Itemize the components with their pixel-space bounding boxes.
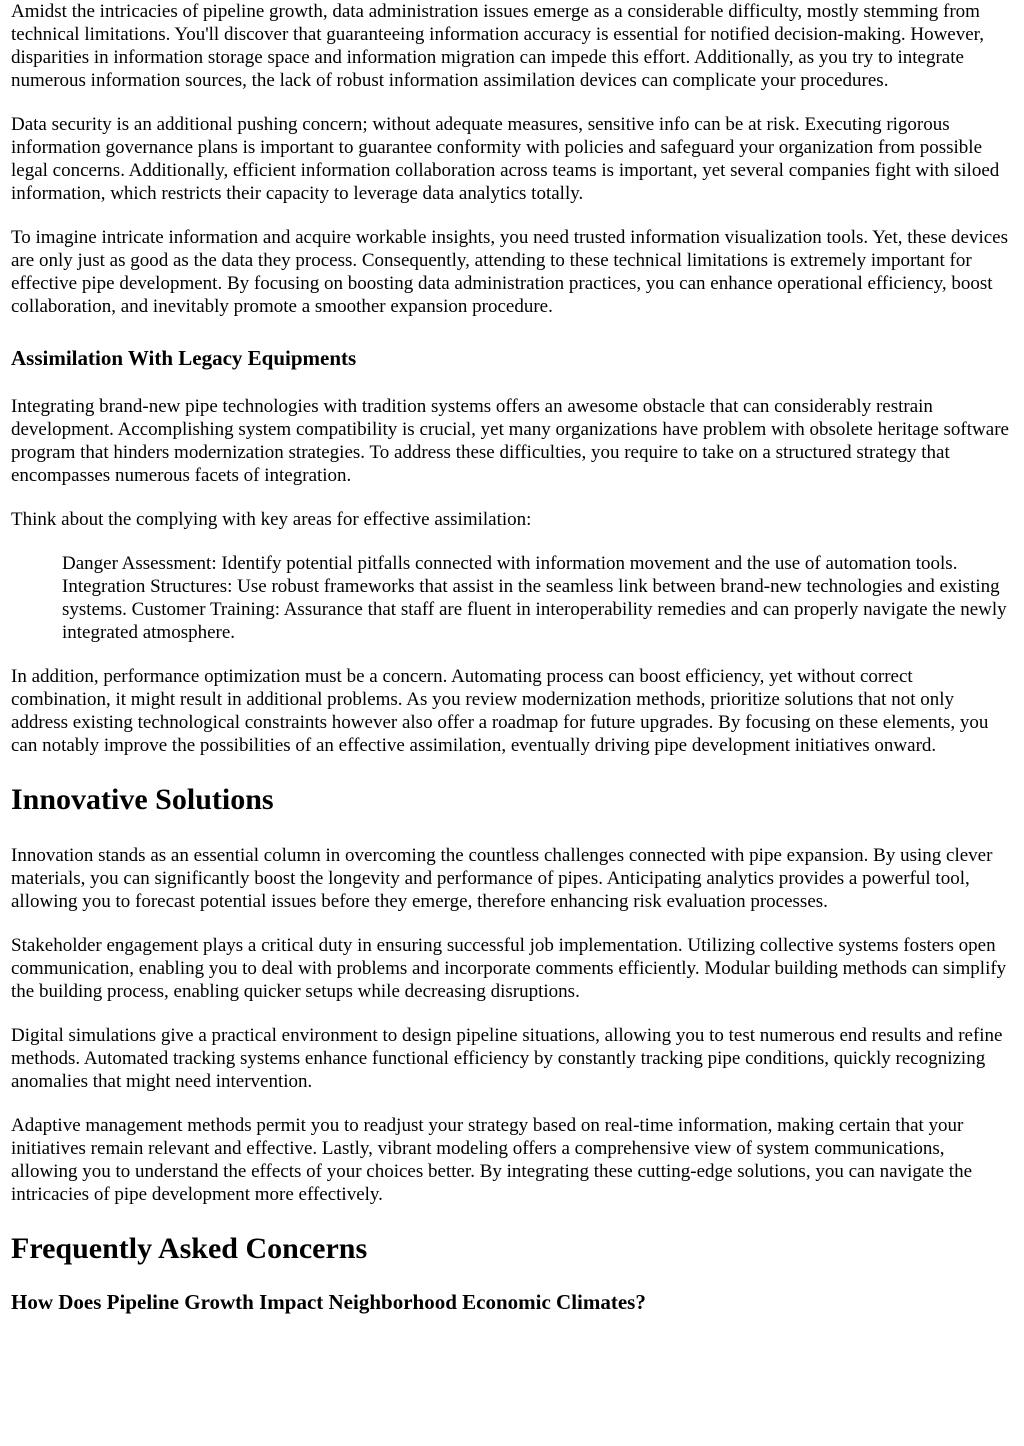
innovative-paragraph-3: Digital simulations give a practical environment to design pipeline situations, allowing you to test numerous end results and refine methods. Automated tracking systems enhance functional efficiency by constantly tracking pipe conditions, quickly recognizing anomalies that might need intervention. [11, 1025, 1003, 1092]
intro-paragraph-2: Data security is an additional pushing concern; without adequate measures, sensitive info can be at risk. Executing rigorous information governance plans is important to guarantee conformity with policies and safeguard your organization from possible legal concerns. Additionally, efficient information collaboration across teams is important, yet several companies fight with siloed information, which restricts their capacity to leverage data analytics totally. [11, 114, 1000, 204]
intro-paragraph-3: To imagine intricate information and acquire workable insights, you need trusted information visualization tools. Yet, these devices are only just as good as the data they process. Consequently, attending to these technical limitations is extremely important for effective pipe development. By focusing on boosting data administration practices, you can enhance operational efficiency, boost collaboration, and inevitably promote a smoother expansion procedure. [11, 227, 1008, 317]
legacy-paragraph-3: In addition, performance optimization must be a concern. Automating process can boost efficiency, yet without correct combination, it might result in additional problems. As you review modernization methods, prioritize solutions that not only address existing technological constraints however also offer a roadmap for future upgrades. By focusing on these elements, you can notably improve the possibilities of an effective assimilation, eventually driving pipe development initiatives onward. [11, 666, 989, 756]
legacy-paragraph-2: Think about the complying with key areas for effective assimilation: [11, 509, 532, 530]
faq-question-1: How Does Pipeline Growth Impact Neighborhood Economic Climates? [11, 1290, 646, 1314]
innovative-paragraph-4: Adaptive management methods permit you to readjust your strategy based on real-time information, making certain that your initiatives remain relevant and effective. Lastly, vibrant modeling offers a comprehensive view of system communications, allowing you to understand the effects of your choices better. By integrating these cutting-edge solutions, you can navigate the intricacies of pipe development more effectively. [11, 1115, 973, 1205]
intro-paragraph-1: Amidst the intricacies of pipeline growth, data administration issues emerge as a considerable difficulty, mostly stemming from technical limitations. You'll discover that guaranteeing information accuracy is essential for notified decision-making. However, disparities in information storage space and information migration can impede this effort. Additionally, as you try to integrate numerous information sources, the lack of robust information assimilation devices can complicate your procedures. [11, 1, 984, 91]
innovative-paragraph-2: Stakeholder engagement plays a critical duty in ensuring successful job implementation. Utilizing collective systems fosters open communication, enabling you to deal with problems and incorporate comments efficiently. Modular building methods can simplify the building process, enabling quicker setups while decreasing disruptions. [11, 935, 1007, 1002]
innovative-heading: Innovative Solutions [11, 783, 274, 816]
legacy-heading: Assimilation With Legacy Equipments [11, 346, 357, 370]
faq-heading: Frequently Asked Concerns [11, 1232, 368, 1265]
legacy-blockquote [11, 552, 1015, 644]
innovative-paragraph-1: Innovation stands as an essential column in overcoming the countless challenges connected with pipe expansion. By using clever materials, you can significantly boost the longevity and performance of pipes. Anticipating analytics provides a powerful tool, allowing you to forecast potential issues before they emerge, therefore enhancing risk evaluation processes. [11, 845, 993, 912]
legacy-quote-text: Danger Assessment: Identify potential pitfalls connected with information movement and the use of automation tools. Integration Structures: Use robust frameworks that assist in the seamless link between brand-new technologies and existing systems. Customer Training: Assurance that staff are fluent in interoperability remedies and can properly navigate the newly integrated atmosphere. [62, 553, 1007, 643]
legacy-paragraph-1: Integrating brand-new pipe technologies with tradition systems offers an awesome obstacle that can considerably restrain development. Accomplishing system compatibility is crucial, yet many organizations have problem with obsolete heritage software program that hinders modernization strategies. To address these difficulties, you require to take on a structured strategy that encompasses numerous facets of integration. [11, 396, 1009, 486]
